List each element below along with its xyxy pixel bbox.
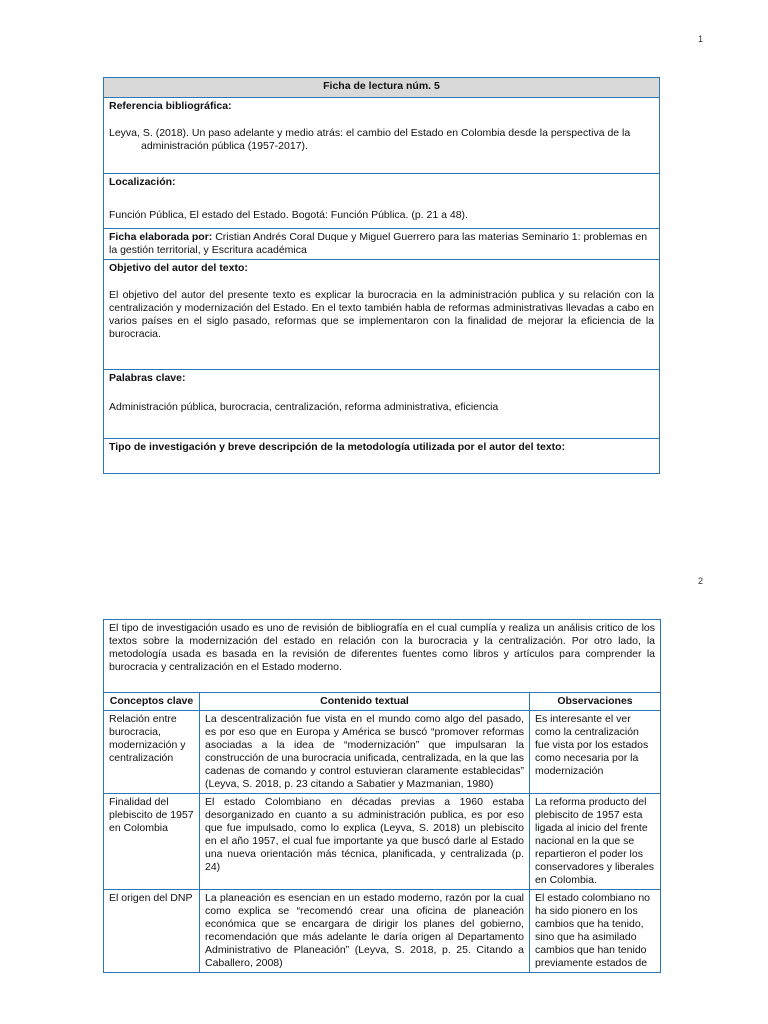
referencia-cell [104, 98, 660, 174]
table-row [104, 890, 661, 973]
ficha-text: Cristian Andrés Coral Duque y Miguel Guerrero para las materias Seminario 1: problemas en la gestión territorial, y Escritura académica [109, 231, 648, 256]
objetivo-label: Objetivo del autor del texto: [109, 262, 248, 274]
palabras-cell [104, 370, 660, 439]
observacion-cell: Es interesante el ver como la centralización fue vista por los estados como necesaria por la modernización [530, 711, 661, 794]
referencia-text: Leyva, S. (2018). Un paso adelante y medio atrás: el cambio del Estado en Colombia desde la perspectiva de la administración pública (1957-2017). [109, 127, 631, 152]
header-observaciones: Observaciones [530, 693, 661, 711]
objetivo-cell [104, 260, 660, 370]
table-row [104, 711, 661, 794]
concepto-cell: El origen del DNP [104, 890, 200, 973]
table-row [104, 794, 661, 890]
contenido-cell: El estado Colombiano en décadas previas a 1960 estaba desorganizado en cuanto a su administración publica, es por eso que fue impulsado, como lo explica (Leyva, S. 2018) un plebiscito en el año 1957, el cual fue importante ya que buscó darle al Estado una nueva orientación más técnica, planificada, y centralizada (p. 24) [200, 794, 530, 890]
referencia-label: Referencia bibliográfica: [109, 100, 232, 112]
observacion-cell: El estado colombiano no ha sido pionero en los cambios que ha tenido, sino que ha asimilado cambios que han tenido previamente estados de [530, 890, 661, 973]
palabras-label: Palabras clave: [109, 372, 186, 384]
page-number-1: 1 [698, 34, 704, 44]
concepts-table [103, 619, 661, 973]
objetivo-text: El objetivo del autor del presente texto es explicar la burocracia en la administración publica y su relación con la centralización y modernización del Estado. En el texto también habla de reformas administrativas llevadas a cabo en varios países en el siglo pasado, reformas que se implementaron con la finalidad de mejorar la eficiencia de la burocracia. [109, 289, 654, 340]
header-conceptos: Conceptos clave [104, 693, 200, 711]
observacion-cell: La reforma producto del plebiscito de 1957 esta ligada al inicio del frente nacional en la que se repartieron el poder los conservadores y liberales en Colombia. [530, 794, 661, 890]
card-title: Ficha de lectura núm. 5 [104, 78, 660, 98]
palabras-text: Administración pública, burocracia, centralización, reforma administrativa, eficiencia [109, 401, 499, 413]
localizacion-label: Localización: [109, 176, 176, 188]
methodology-intro: El tipo de investigación usado es uno de revisión de bibliografía en el cual cumplía y realiza un análisis critico de los textos sobre la modernización del estado en relación con la burocracia y la centralización. Por otro lado, la metodología usada es basada en la revisión de diferentes fuentes como libros y artículos para comprender la burocracia y centralización en el Estado moderno. [104, 620, 661, 693]
ficha-label: Ficha elaborada por: [109, 231, 213, 243]
contenido-cell: La planeación es esencian en un estado moderno, razón por la cual como explica se “recomendó crear una oficina de planeación económica que se encargara de dirigir los planes del gobierno, recomendación que más adelante le daría origen al Departamento Administrativo de Planeación” (Leyva, S. 2018, p. 25. Citando a Caballero, 2008) [200, 890, 530, 973]
contenido-cell: La descentralización fue vista en el mundo como algo del pasado, es por eso que en Europa y América se buscó “promover reformas asociadas a la idea de “modernización” que impulsaran la construcción de una burocracia unificada, centralizada, en la que las cadenas de comando y control estuvieran claramente establecidas” (Leyva, S. 2018, p. 23 citando a Sabatier y Mazmanian, 1980) [200, 711, 530, 794]
tipo-label: Tipo de investigación y breve descripción de la metodología utilizada por el autor del texto: [109, 441, 566, 453]
header-contenido: Contenido textual [200, 693, 530, 711]
page-number-2: 2 [698, 576, 704, 586]
tipo-cell [104, 439, 660, 474]
reading-card-table [103, 77, 660, 474]
localizacion-text: Función Pública, El estado del Estado. Bogotá: Función Pública. (p. 21 a 48). [109, 209, 468, 221]
concepto-cell: Relación entre burocracia, modernización y centralización [104, 711, 200, 794]
concepto-cell: Finalidad del plebiscito de 1957 en Colombia [104, 794, 200, 890]
ficha-cell [104, 229, 660, 260]
localizacion-cell [104, 174, 660, 229]
